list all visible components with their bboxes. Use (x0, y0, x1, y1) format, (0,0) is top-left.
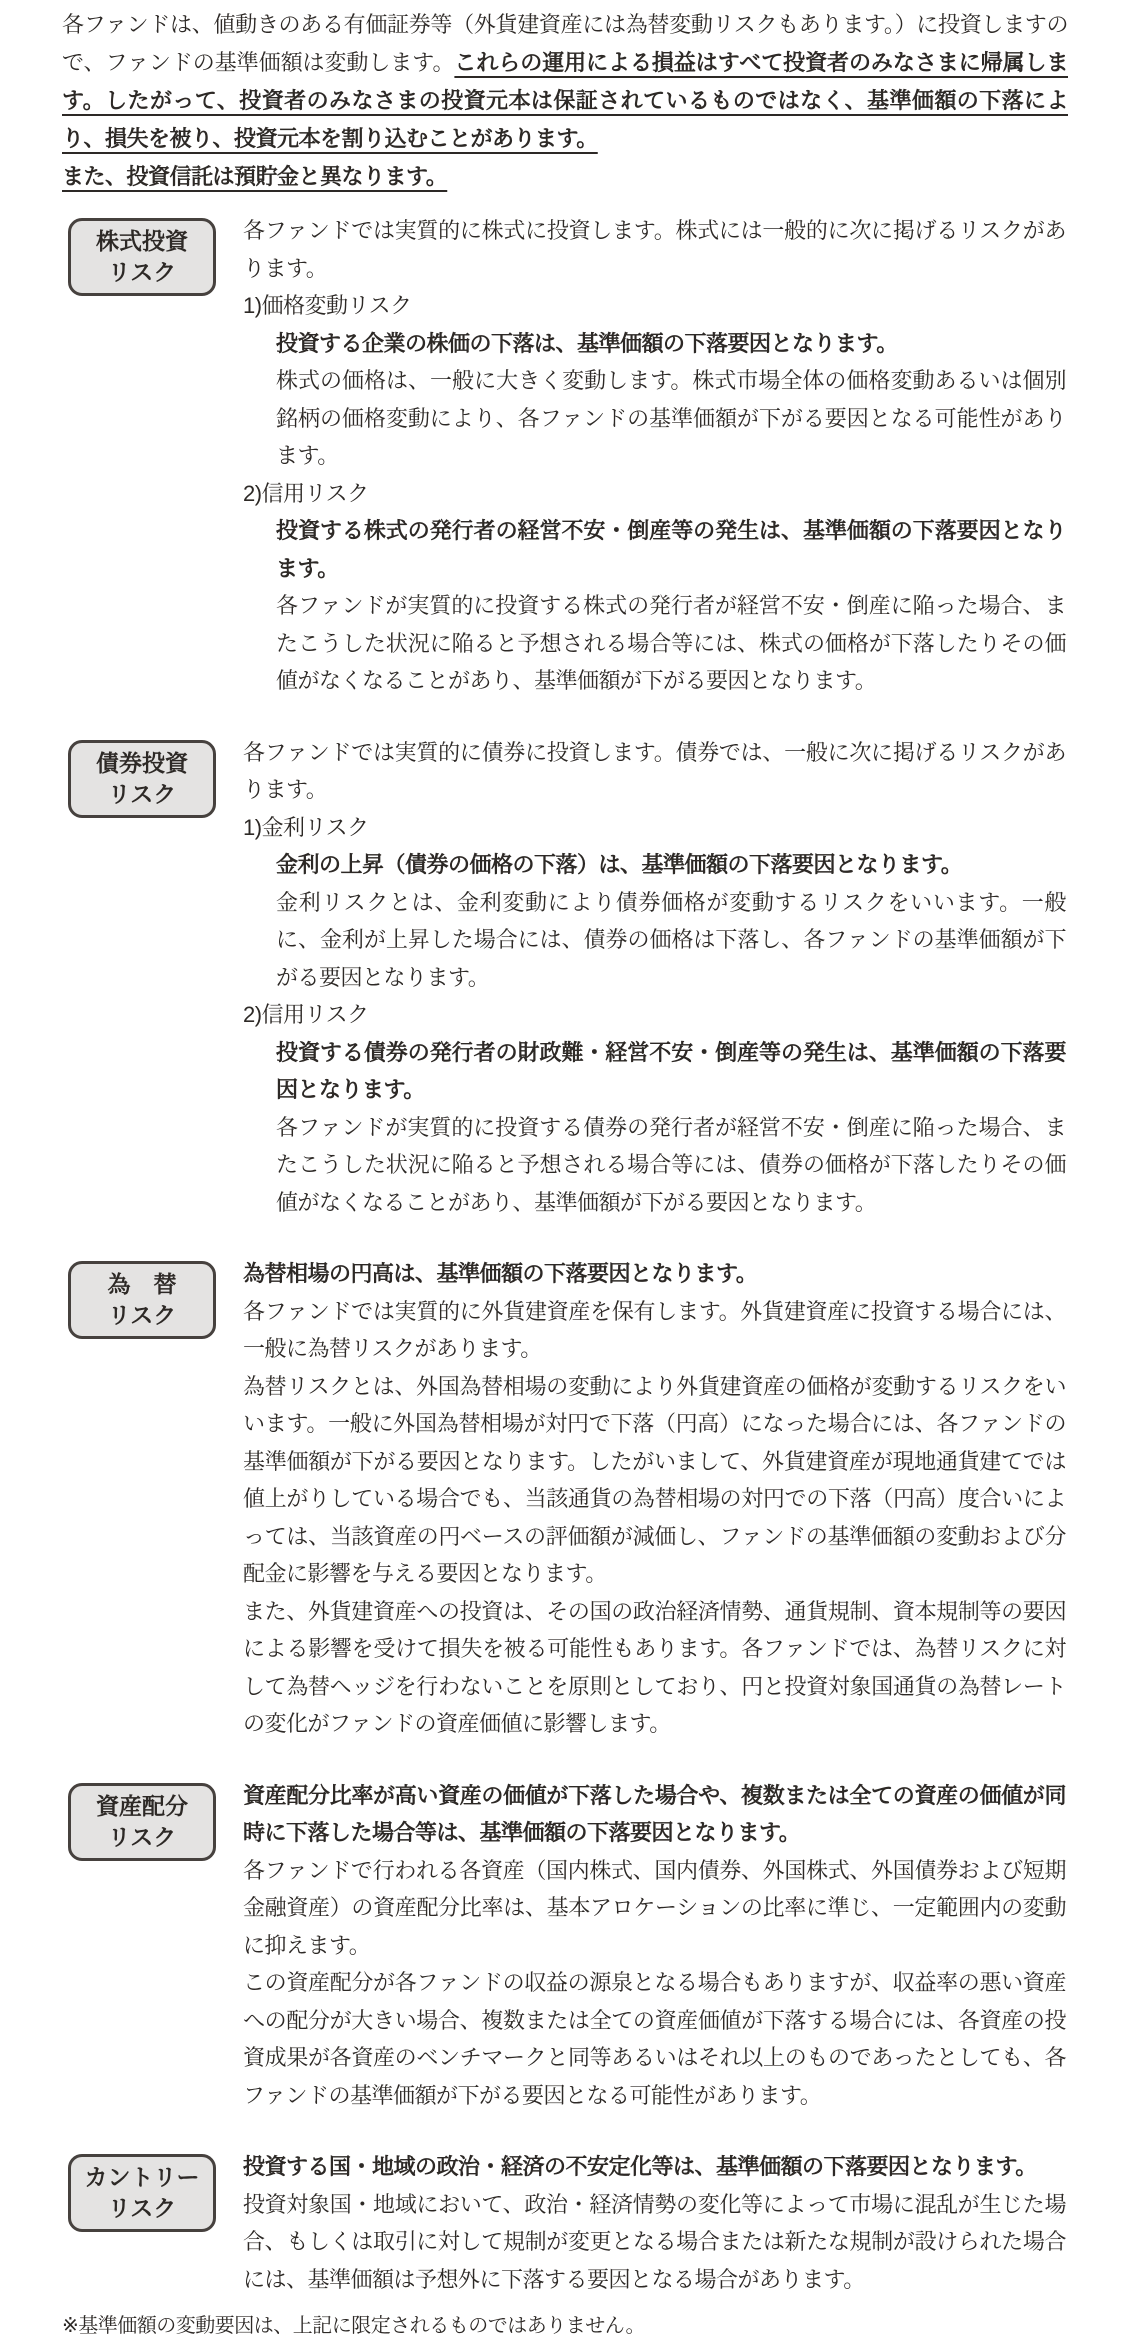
risk-section-body (243, 2148, 1066, 2298)
risk-paragraph: 為替相場の円高は、基準価額の下落要因となります。 (243, 1261, 758, 1286)
risk-paragraph: 投資する債券の発行者の財政難・経営不安・倒産等の発生は、基準価額の下落要因となります。 (276, 1039, 1066, 1102)
risk-section-body (243, 734, 1066, 1222)
risk-label-box-asset-allocation-risk (68, 1783, 216, 1861)
risk-label-text: リスク (107, 780, 177, 807)
risk-paragraph: 為替リスクとは、外国為替相場の変動により外貨建資産の価格が変動するリスクをいいます。一般に外国為替相場が対円で下落（円高）になった場合には、各ファンドの基準価額が下がる要因となります。したがいまして、外貨建資産が現地通貨建てでは値上がりしている場合でも、当該通貨の為替相場の対円での下落（円高）度合いによっては、当該資産の円ベースの評価額が減価し、ファンドの基準価額の変動および分配金に影響を与える要因となります。 (243, 1373, 1066, 1586)
risk-section-body (243, 212, 1066, 700)
risk-label-box-currency-risk (68, 1261, 216, 1339)
risk-paragraph: 投資する国・地域の政治・経済の不安定化等は、基準価額の下落要因となります。 (243, 2154, 1037, 2179)
risk-label-text: リスク (107, 1302, 177, 1328)
risk-paragraph: 投資する株式の発行者の経営不安・倒産等の発生は、基準価額の下落要因となります。 (276, 518, 1066, 581)
intro-regular-text: 各ファンドは、値動きのある有価証券等（外貨建資産には為替変動リスクもあります。）に投資しますので、ファンドの基準価額は変動します。 (62, 12, 1068, 75)
risk-section-equity-investment-risk (0, 212, 1130, 700)
risk-paragraph: 2)信用リスク (243, 480, 369, 506)
risk-label-text: 債券投資 (96, 749, 188, 776)
risk-label-text: カントリー (84, 2164, 200, 2190)
risk-label-text: リスク (107, 1823, 177, 1850)
intro-block (62, 6, 1068, 196)
risk-paragraph: 2)信用リスク (243, 1002, 369, 1027)
intro-emphasis2-text: また、投資信託は預貯金と異なります。 (62, 164, 448, 189)
risk-paragraph: 各ファンドでは実質的に債券に投資します。債券では、一般に次に掲げるリスクがあります。 (243, 739, 1066, 802)
risk-section-asset-allocation-risk (0, 1777, 1130, 2115)
risk-label-text: リスク (107, 259, 177, 285)
risk-paragraph: 株式の価格は、一般に大きく変動します。株式市場全体の価格変動あるいは個別銘柄の価格変動により、各ファンドの基準価額が下がる要因となる可能性があります。 (276, 368, 1066, 468)
intro-paragraph (62, 6, 1068, 158)
risk-paragraph: 各ファンドで行われる各資産（国内株式、国内債券、外国株式、外国債券および短期金融資産）の資産配分比率は、基本アロケーションの比率に準じ、一定範囲内の変動に抑えます。 (243, 1857, 1066, 1958)
risk-paragraph: 1)価格変動リスク (243, 293, 412, 318)
risk-section-bond-investment-risk (0, 734, 1130, 1222)
risk-label-box-equity-investment-risk (68, 218, 216, 296)
risk-section-currency-risk (0, 1255, 1130, 1743)
risk-paragraph: 投資する企業の株価の下落は、基準価額の下落要因となります。 (276, 330, 898, 356)
risk-label-box-country-risk (68, 2154, 216, 2232)
risk-sections (0, 212, 1130, 2298)
intro-emphasis-text: これらの運用による損益はすべて投資者のみなさまに帰属します。したがって、投資者のみなさまの投資元本は保証されているものではなく、基準価額の下落により、損失を被り、投資元本を割り込むことがあります。 (62, 50, 1068, 151)
risk-paragraph: 1)金利リスク (243, 814, 369, 840)
risk-label-text: 株式投資 (96, 228, 188, 254)
risk-paragraph: 資産配分比率が高い資産の価値が下落した場合や、複数または全ての資産の価値が同時に下落した場合等は、基準価額の下落要因となります。 (243, 1782, 1066, 1845)
footnote: ※基準価額の変動要因は、上記に限定されるものではありません。 (62, 2315, 645, 2337)
risk-paragraph: 各ファンドが実質的に投資する株式の発行者が経営不安・倒産に陥った場合、またこうした状況に陥ると予想される場合等には、株式の価格が下落したりその価値がなくなることがあり、基準価額が下がる要因となります。 (276, 593, 1066, 693)
risk-paragraph: 各ファンドが実質的に投資する債券の発行者が経営不安・倒産に陥った場合、またこうした状況に陥ると予想される場合等には、債券の価格が下落したりその価値がなくなることがあり、基準価額が下がる要因となります。 (276, 1114, 1066, 1215)
risk-section-country-risk (0, 2148, 1130, 2298)
risk-label-text: リスク (107, 2195, 177, 2221)
risk-section-body (243, 1255, 1066, 1743)
risk-section-body (243, 1777, 1066, 2115)
risk-label-text: 資産配分 (96, 1792, 188, 1819)
risk-label-box-bond-investment-risk (68, 740, 216, 818)
risk-label-text: 為 替 (107, 1271, 177, 1297)
risk-paragraph: また、外貨建資産への投資は、その国の政治経済情勢、通貨規制、資本規制等の要因による影響を受けて損失を被る可能性もあります。各ファンドでは、為替リスクに対して為替ヘッジを行わないことを原則としており、円と投資対象国通貨の為替レートの変化がファンドの資産価値に影響します。 (243, 1598, 1066, 1736)
risk-paragraph: 各ファンドでは実質的に外貨建資産を保有します。外貨建資産に投資する場合には、一般に為替リスクがあります。 (243, 1298, 1066, 1361)
risk-paragraph: 金利の上昇（債券の価格の下落）は、基準価額の下落要因となります。 (276, 852, 963, 877)
risk-paragraph: この資産配分が各ファンドの収益の源泉となる場合もありますが、収益率の悪い資産への配分が大きい場合、複数または全ての資産価値が下落する場合には、各資産の投資成果が各資産のベンチマークと同等あるいはそれ以上のものであったとしても、各ファンドの基準価額が下がる要因となる可能性があります。 (243, 1970, 1066, 2108)
risk-paragraph: 各ファンドでは実質的に株式に投資します。株式には一般的に次に掲げるリスクがあります。 (243, 218, 1066, 281)
risk-paragraph: 金利リスクとは、金利変動により債券価格が変動するリスクをいいます。一般に、金利が上昇した場合には、債券の価格は下落し、各ファンドの基準価額が下がる要因となります。 (276, 889, 1066, 990)
risk-paragraph: 投資対象国・地域において、政治・経済情勢の変化等によって市場に混乱が生じた場合、もしくは取引に対して規制が変更となる場合または新たな規制が設けられた場合には、基準価額は予想外に下落する要因となる場合があります。 (243, 2191, 1066, 2292)
